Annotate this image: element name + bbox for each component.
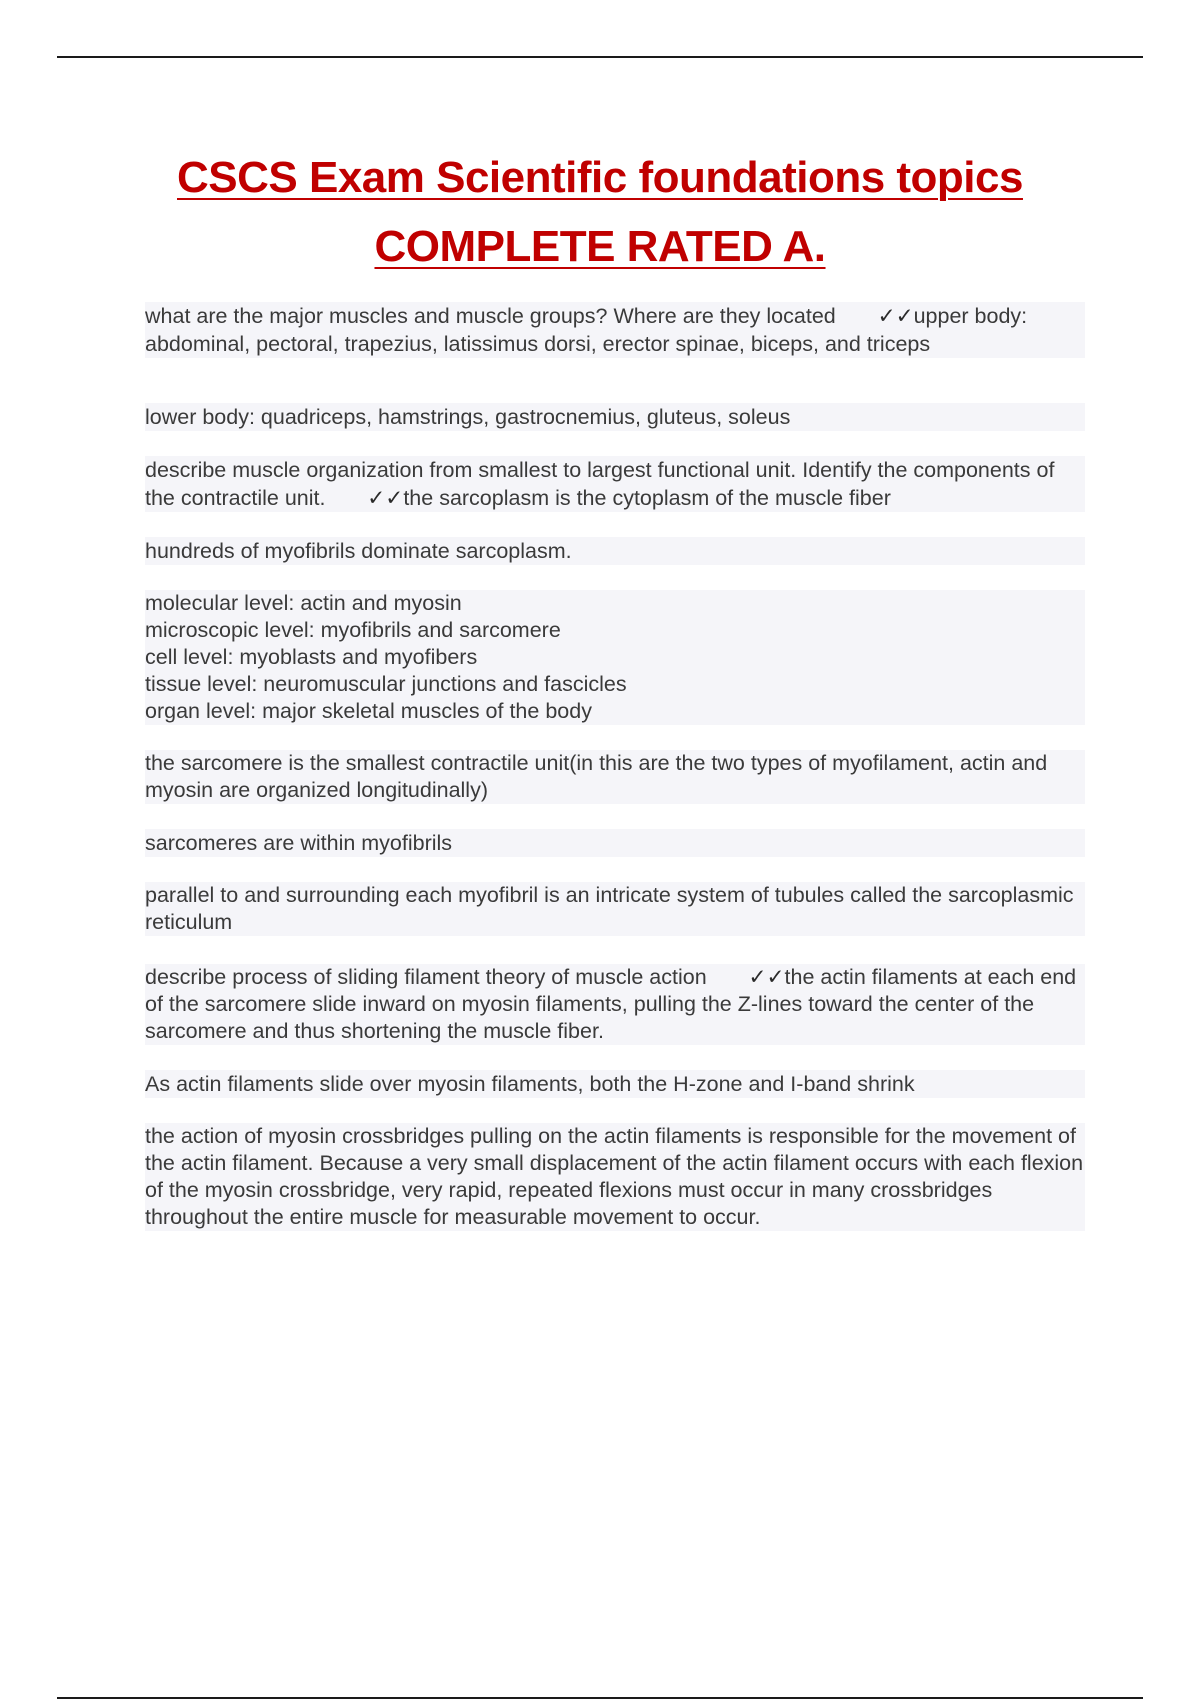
question-text: describe muscle organization from smallest to largest functional unit. Identify the components of the contractile unit.	[145, 458, 1055, 510]
answer-text: the sarcoplasm is the cytoplasm of the muscle fiber	[403, 486, 891, 510]
bottom-rule	[57, 1697, 1143, 1699]
qa-item-muscle-organization	[145, 456, 1085, 512]
document-title-line-1: CSCS Exam Scientific foundations topics	[177, 153, 1023, 202]
paragraph-h-zone: As actin filaments slide over myosin filaments, both the H-zone and I-band shrink	[145, 1070, 1085, 1098]
top-rule	[57, 56, 1143, 58]
level-item: cell level: myoblasts and myofibers	[145, 645, 478, 669]
document-body	[145, 302, 1085, 1231]
paragraph-sarcoplasmic-reticulum: parallel to and surrounding each myofibril is an intricate system of tubules called the sarcoplasmic reticulum	[145, 882, 1085, 936]
paragraph-myofibrils: hundreds of myofibrils dominate sarcoplasm.	[145, 537, 1085, 565]
check-mark-icon: ✓✓	[367, 486, 404, 510]
answer-text: the actin filaments at each end of the sarcomere slide inward on myosin filaments, pulling the Z-lines toward the center of the sarcomere and thus shortening the muscle fiber.	[145, 965, 1077, 1043]
question-text: what are the major muscles and muscle groups? Where are they located	[145, 304, 836, 328]
level-item: tissue level: neuromuscular junctions and fascicles	[145, 672, 627, 696]
qa-item-sliding-filament	[145, 964, 1085, 1045]
organization-levels-list	[145, 590, 1085, 725]
check-mark-icon: ✓✓	[877, 304, 914, 328]
check-mark-icon: ✓✓	[748, 965, 785, 989]
paragraph-crossbridges: the action of myosin crossbridges pulling on the actin filaments is responsible for the movement of the actin filament. Because a very small displacement of the actin filament occurs with each flexion of the myosin crossbridge, very rapid, repeated flexions must occur in many crossbridges throughout the entire muscle for measurable movement to occur.	[145, 1124, 1084, 1229]
level-item: molecular level: actin and myosin	[145, 591, 462, 615]
document-title-line-2: COMPLETE RATED A.	[374, 222, 826, 271]
paragraph-sarcomere: the sarcomere is the smallest contractile unit(in this are the two types of myofilament, actin and myosin are organized longitudinally)	[145, 750, 1085, 804]
answer-text: upper body: abdominal, pectoral, trapezius, latissimus dorsi, erector spinae, biceps, and triceps	[145, 304, 1028, 356]
paragraph-lower-body: lower body: quadriceps, hamstrings, gastrocnemius, gluteus, soleus	[145, 403, 1085, 431]
paragraph-sarcomeres-within: sarcomeres are within myofibrils	[145, 829, 1085, 857]
level-item: microscopic level: myofibrils and sarcomere	[145, 618, 561, 642]
level-item: organ level: major skeletal muscles of the body	[145, 699, 592, 723]
qa-item-major-muscles	[145, 302, 1085, 358]
question-text: describe process of sliding filament theory of muscle action	[145, 965, 707, 989]
